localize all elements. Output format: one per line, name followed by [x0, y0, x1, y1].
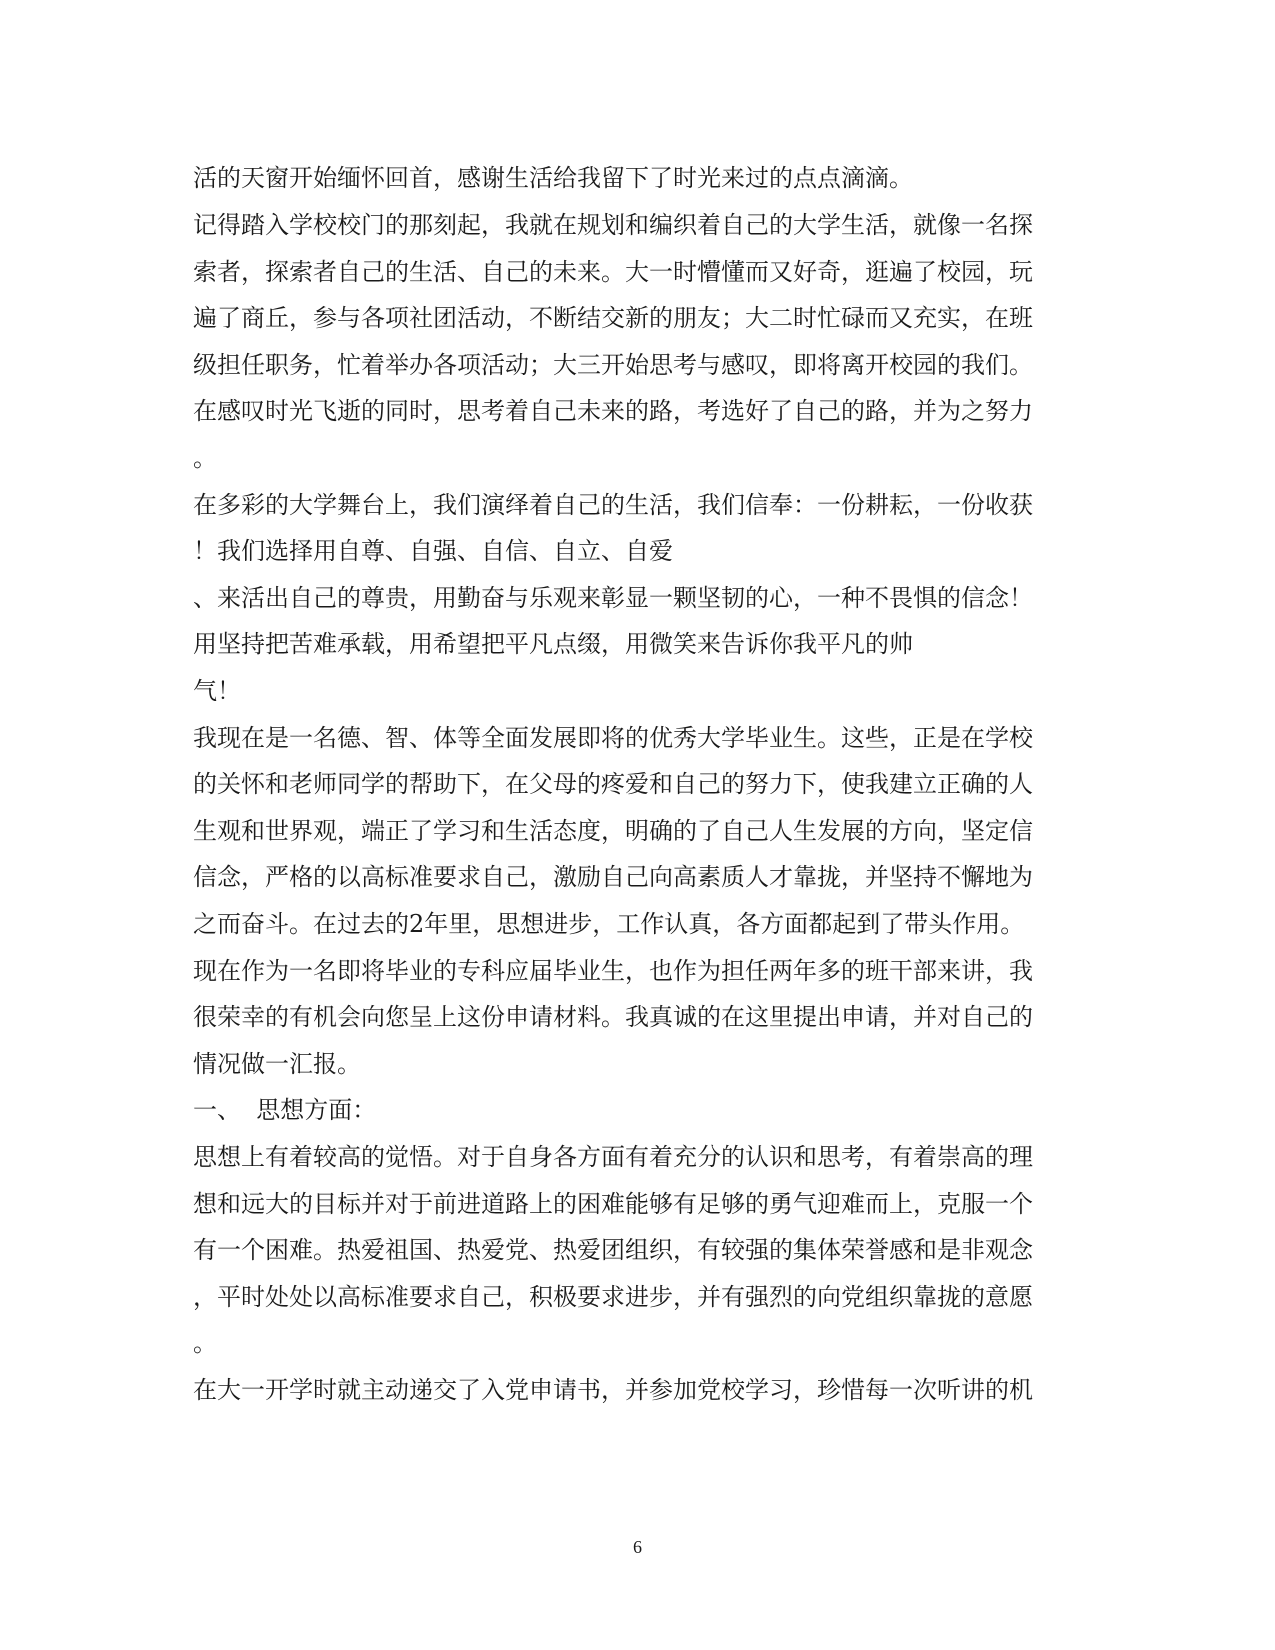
text-line: 。: [193, 444, 217, 472]
text-line: 、来活出自己的尊贵，用勤奋与乐观来彰显一颗坚韧的心，一种不畏惧的信念！: [193, 584, 1033, 612]
text-line: 记得踏入学校校门的那刻起，我就在规划和编织着自己的大学生活，就像一名探: [193, 211, 1033, 239]
text-line: 气！: [193, 677, 241, 705]
text-line: 现在作为一名即将毕业的专科应届毕业生，也作为担任两年多的班干部来讲，我: [193, 957, 1033, 985]
text-line: 情况做一汇报。: [193, 1050, 361, 1078]
text-line: 信念，严格的以高标准要求自己，激励自己向高素质人才靠拢，并坚持不懈地为: [193, 863, 1033, 891]
text-line: 遍了商丘，参与各项社团活动，不断结交新的朋友；大二时忙碌而又充实，在班: [193, 304, 1033, 332]
text-line: 的关怀和老师同学的帮助下，在父母的疼爱和自己的努力下，使我建立正确的人: [193, 770, 1033, 798]
text-line: 活的天窗开始缅怀回首，感谢生活给我留下了时光来过的点点滴滴。: [193, 164, 913, 192]
section-heading: 一、 思想方面：: [193, 1096, 377, 1124]
text-line: 在感叹时光飞逝的同时，思考着自己未来的路，考选好了自己的路，并为之努力: [193, 397, 1033, 425]
text-line: ，平时处处以高标准要求自己，积极要求进步，并有强烈的向党组织靠拢的意愿: [193, 1283, 1033, 1311]
text-line: 有一个困难。热爱祖国、热爱党、热爱团组织，有较强的集体荣誉感和是非观念: [193, 1236, 1033, 1264]
text-line: 。: [193, 1329, 217, 1357]
text-line: 级担任职务，忙着举办各项活动；大三开始思考与感叹，即将离开校园的我们。: [193, 351, 1033, 379]
text-line: 索者，探索者自己的生活、自己的未来。大一时懵懂而又好奇，逛遍了校园，玩: [193, 258, 1033, 286]
text-line: 用坚持把苦难承载，用希望把平凡点缀，用微笑来告诉你我平凡的帅: [193, 630, 913, 658]
page-number: 6: [633, 1537, 642, 1557]
text-line: ！我们选择用自尊、自强、自信、自立、自爱: [193, 537, 673, 565]
text-line: 思想上有着较高的觉悟。对于自身各方面有着充分的认识和思考，有着崇高的理: [193, 1143, 1033, 1171]
text-line: 在大一开学时就主动递交了入党申请书，并参加党校学习，珍惜每一次听讲的机: [193, 1376, 1033, 1404]
text-line: 想和远大的目标并对于前进道路上的困难能够有足够的勇气迎难而上，克服一个: [193, 1190, 1033, 1218]
text-line: 很荣幸的有机会向您呈上这份申请材料。我真诚的在这里提出申请，并对自己的: [193, 1003, 1033, 1031]
text-line: 我现在是一名德、智、体等全面发展即将的优秀大学毕业生。这些，正是在学校: [193, 724, 1033, 752]
text-line: 生观和世界观，端正了学习和生活态度，明确的了自己人生发展的方向，坚定信: [193, 817, 1033, 845]
text-line: 之而奋斗。在过去的2年里，思想进步，工作认真，各方面都起到了带头作用。: [193, 910, 1025, 938]
text-line: 在多彩的大学舞台上，我们演绎着自己的生活，我们信奉：一份耕耘，一份收获: [193, 491, 1033, 519]
